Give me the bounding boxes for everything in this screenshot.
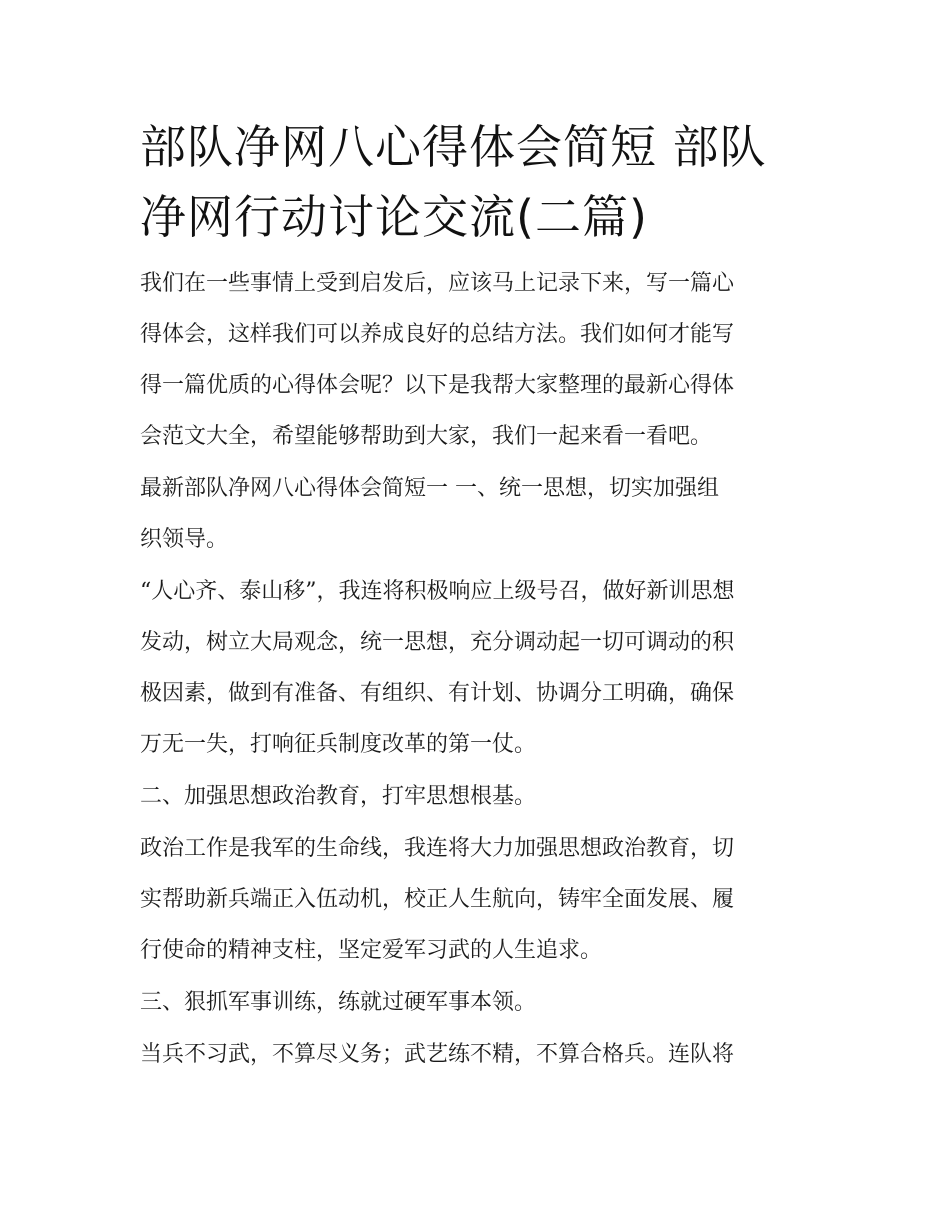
- document-content: [140, 112, 815, 1090]
- text-line: “人心齐、泰山移”，我连将积极响应上级号召，做好新训思想: [140, 579, 735, 604]
- paragraph-intro: [140, 267, 815, 471]
- document-body: [140, 267, 815, 1089]
- text-line: 二、加强思想政治教育，打牢思想根基。: [140, 784, 537, 809]
- text-line: 我们在一些事情上受到启发后，应该马上记录下来，写一篇心: [140, 271, 735, 296]
- paragraph-section-one: [140, 472, 815, 574]
- text-line: 极因素，做到有准备、有组织、有计划、协调分工明确，确保: [140, 681, 735, 706]
- text-line: 得一篇优质的心得体会呢？以下是我帮大家整理的最新心得体: [140, 373, 735, 398]
- text-line: 实帮助新兵端正入伍动机，校正人生航向，铸牢全面发展、履: [140, 887, 735, 912]
- text-line: 最新部队净网八心得体会简短一 一、统一思想，切实加强组: [140, 476, 719, 501]
- text-line: 织领导。: [140, 527, 229, 552]
- paragraph-section-three-heading: [140, 986, 815, 1037]
- paragraph-section-two-body: [140, 832, 815, 985]
- paragraph-section-three-body: [140, 1038, 815, 1089]
- text-line: 政治工作是我军的生命线，我连将大力加强思想政治教育，切: [140, 836, 735, 861]
- document-title: [140, 112, 815, 252]
- paragraph-section-one-body: [140, 575, 815, 779]
- text-line: 发动，树立大局观念，统一思想，充分调动起一切可调动的积: [140, 630, 735, 655]
- text-line: 会范文大全，希望能够帮助到大家，我们一起来看一看吧。: [140, 424, 713, 449]
- text-line: 当兵不习武，不算尽义务；武艺练不精，不算合格兵。连队将: [140, 1042, 735, 1067]
- title-line: 净网行动讨论交流(二篇): [140, 190, 648, 244]
- text-line: 万无一失，打响征兵制度改革的第一仗。: [140, 732, 537, 757]
- paragraph-section-two-heading: [140, 780, 815, 831]
- title-line: 部队净网八心得体会简短 部队: [140, 120, 767, 174]
- text-line: 三、狠抓军事训练，练就过硬军事本领。: [140, 990, 537, 1015]
- text-line: 行使命的精神支柱，坚定爱军习武的人生追求。: [140, 938, 603, 963]
- text-line: 得体会，这样我们可以养成良好的总结方法。我们如何才能写: [140, 322, 735, 347]
